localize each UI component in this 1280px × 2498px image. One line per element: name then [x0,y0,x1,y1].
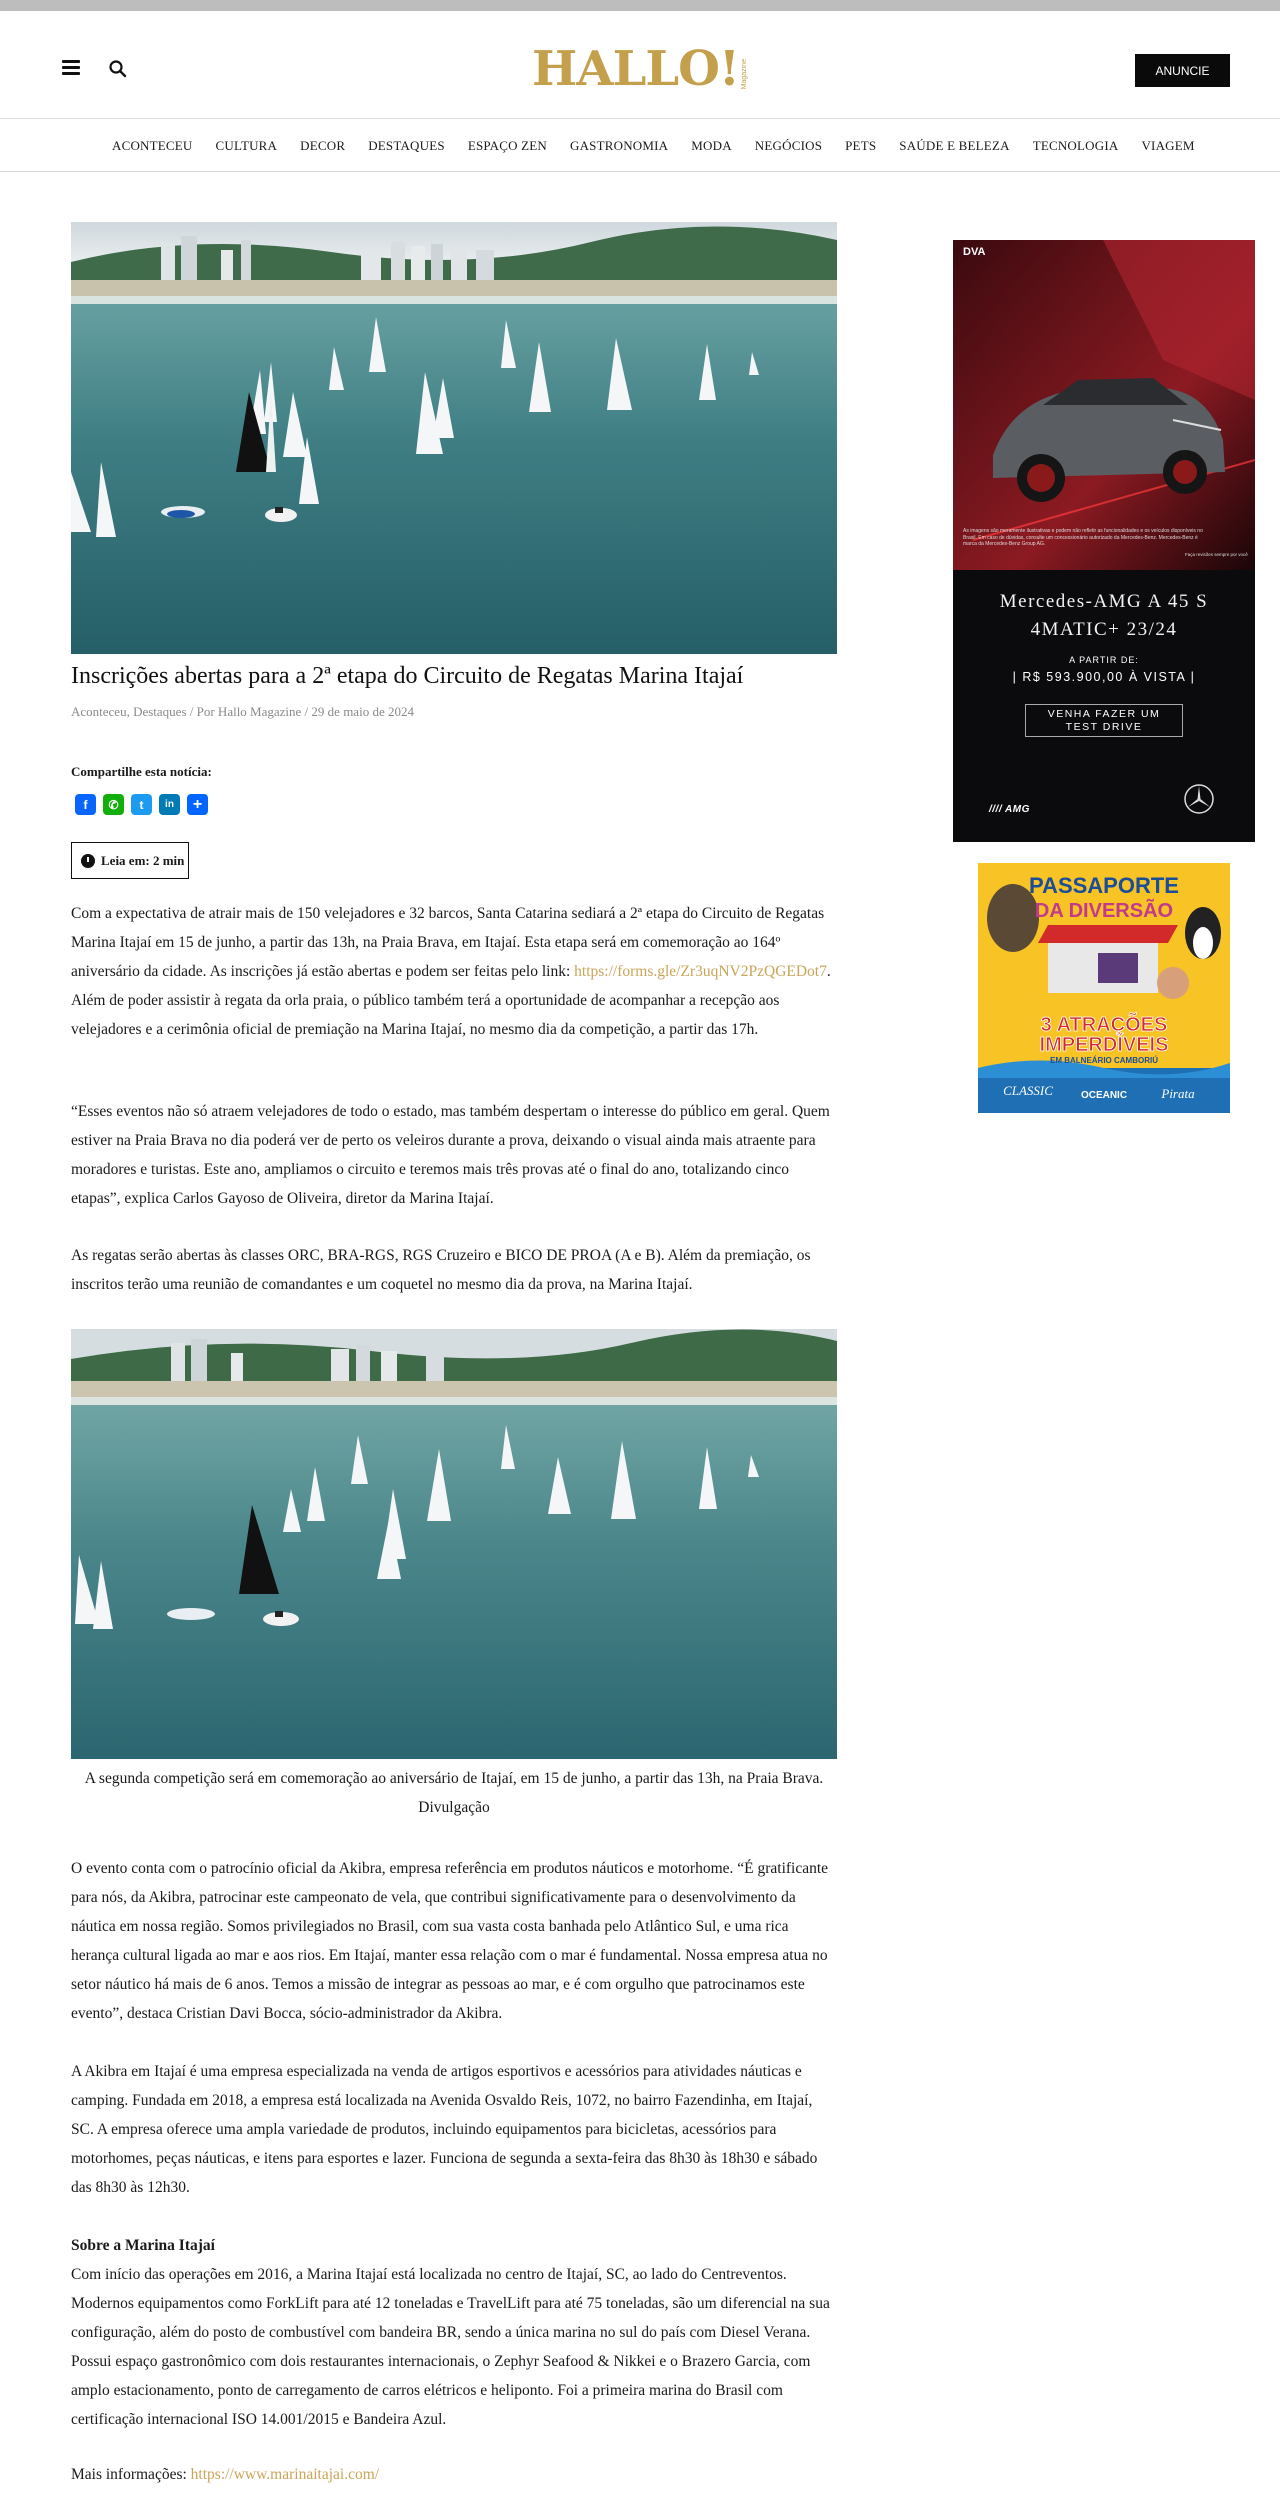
ad-fine-print: As imagens são meramente ilustrativas e podem não refletir as funcionalidades e os veículos disponíveis no Brasil. Em caso de dúvidas, consulte um concessionário autorizado da Mercedes-Benz. Mercedes-Benz é marca da Mercedes-Benz Group AG. [963,528,1203,547]
car-model: Mercedes-AMG A 45 S 4MATIC+ 23/24 [999,591,1209,640]
logo-subtitle: Magazine [740,58,748,89]
nav-item-decor[interactable]: DECOR [300,137,346,153]
nav-item-viagem[interactable]: VIAGEM [1141,137,1195,153]
inscricao-link[interactable]: https://forms.gle/Zr3uqNV2PzQGEDot7 [574,963,827,980]
passaporte-ad[interactable] [978,863,1230,1113]
nav-item-espaco-zen[interactable]: ESPAÇO ZEN [467,137,547,153]
headline-2: IMPERDÍVEIS [1039,1034,1169,1056]
nav-item-moda[interactable]: MODA [691,137,732,153]
share-plus-icon[interactable]: + [187,794,208,815]
top-strip [0,0,1280,11]
nav-item-aconteceu[interactable]: ACONTECEU [112,137,193,153]
price-label: A PARTIR DE: [1069,655,1139,665]
site-header [0,11,1280,119]
marina-website-link[interactable]: https://www.marinaitajai.com/ [190,2466,380,2483]
nav-item-tecnologia[interactable]: TECNOLOGIA [1032,137,1119,153]
nav-item-gastronomia[interactable]: GASTRONOMIA [570,137,669,153]
hamburger-icon[interactable] [62,60,80,74]
dva-brand: DVA [963,246,986,258]
logo-oceanic: OCEANIC [1080,1090,1128,1101]
car-price: | R$ 593.900,00 À VISTA | [1012,670,1196,684]
clock-icon [81,854,95,868]
passaporte-title-2: DA DIVERSÃO [1034,900,1174,922]
amg-text: AMG [1005,804,1030,815]
nav-item-pets[interactable]: PETS [845,137,877,153]
whatsapp-icon[interactable]: ✆ [103,794,124,815]
article-paragraph-5: A Akibra em Itajaí é uma empresa especializada na venda de artigos esportivos e acessórios para atividades náuticas e camping. Fundada em 2018, a empresa está localizada na Avenida Osvaldo Reis, 1072, no bairro Fazendinha, em Itajaí, SC. A empresa oferece uma ampla variedade de produtos, incluindo equipamentos para bicicletas, acessórios para motorhomes, peças náuticas, e itens para esportes e lazer. Funciona de segunda a sexta-feira das 8h30 às 18h30 e sábado das 8h30 às 12h30. [71,2063,818,2196]
car-image [953,240,1255,570]
article-paragraph-3: As regatas serão abertas às classes ORC, BRA-RGS, RGS Cruzeiro e BICO DE PROA (A e B). Além da premiação, os inscritos terão uma reunião de comandantes e um coquetel no mesmo dia da prova, na Marina Itajaí. [71,1247,811,1293]
mercedes-star-icon [1183,783,1215,815]
logo-classic: CLASSIC [1003,1083,1053,1098]
article-paragraph-1 [71,899,837,1044]
article-title: Inscrições abertas para a 2ª etapa do Circuito de Regatas Marina Itajaí [71,663,744,689]
amg-logo [989,804,1030,815]
paragraph-text: Com a expectativa de atrair mais de 150 velejadores e 32 barcos, Santa Catarina sediará a 2ª etapa do Circuito de Regatas Marina Itajaí em 15 de junho, a partir das 13h, na Praia Brava, em Itajaí. Esta etapa será em comemoração ao 164º aniversário da cidade. As inscrições já estão abertas e podem ser feitas pelo link: [71,905,825,980]
category-nav [0,120,1280,172]
anuncie-button[interactable]: ANUNCIE [1135,54,1230,87]
nav-item-negocios[interactable]: NEGÓCIOS [754,137,823,153]
image-caption: A segunda competição será em comemoração ao aniversário de Itajaí, em 15 de junho, a partir das 13h, na Praia Brava. Divulgação [84,1770,824,1816]
nav-item-cultura[interactable]: CULTURA [215,137,278,153]
subheading-marina: Sobre a Marina Itajaí [71,2237,215,2254]
logo-pirata: Pirata [1161,1086,1195,1101]
nav-item-saude-e-beleza[interactable]: SAÚDE E BELEZA [899,137,1010,153]
test-drive-button[interactable]: VENHA FAZER UM TEST DRIVE [1025,704,1183,737]
paragraph-text: . Além de poder assistir à regata da orla praia, o público também terá a oportunidade de acompanhar a recepção aos velejadores e a cerimônia oficial de premiação na Marina Itajaí, no mesmo dia da competição, a partir das 17h. [71,963,831,1038]
search-icon[interactable] [108,59,128,79]
article-paragraph-2: “Esses eventos não só atraem velejadores de todo o estado, mas também despertam o interesse do público em geral. Quem estiver na Praia Brava no dia poderá ver de perto os veleiros durante a prova, deixando o visual ainda mais atraente para moradores e turistas. Este ano, ampliamos o circuito e teremos mais três provas até o final do ano, totalizando cinco etapas”, explica Carlos Gayoso de Oliveira, diretor da Marina Itajaí. [71,1103,830,1207]
hero-image [71,222,837,654]
article-paragraph-6: Com início das operações em 2016, a Marina Itajaí está localizada no centro de Itajaí, SC, ao lado do Centreventos. Modernos equipamentos como ForkLift para até 12 toneladas e TravelLift para até 75 toneladas, são um diferencial na sua configuração, além do posto de combustível com bandeira BR, sendo a única marina no sul do país com Diesel Verana. Possui espaço gastronômico com dois restaurantes internacionais, o Zephyr Seafood & Nikkei e o Brazero Garcia, com amplo estacionamento, ponto de carregamento de carros elétricos e heliponto. Foi a primeira marina do Brasil com certificação internacional ISO 14.001/2015 e Bandeira Azul. [71,2266,830,2428]
ad-fine-print-2: Faça revisões sempre por você [1185,552,1248,557]
headline-1: 3 ATRAÇÕES [1040,1014,1168,1036]
logo-text: HALLO! [532,41,739,97]
article-paragraph-4: O evento conta com o patrocínio oficial da Akibra, empresa referência em produtos náuticos e motorhome. “É gratificante para nós, da Akibra, patrocinar este campeonato de vela, que contribui significativamente para o desenvolvimento da náutica em nossa região. Somos privilegiados no Brasil, com sua vasta costa banhada pelo Atlântico Sul, e uma rica herança cultural ligada ao mar e aos rios. Em Itajaí, manter essa relação com o mar é fundamental. Nossa empresa atua no setor náutico há mais de 6 anos. Temos a missão de integrar as pessoas ao mar, e é com orgulho que patrocinamos este evento”, destaca Cristian Davi Bocca, sócio-administrador da Akibra. [71,1860,829,2022]
read-time-label: Leia em: 2 min [101,852,185,868]
facebook-icon[interactable]: f [75,794,96,815]
linkedin-icon[interactable]: in [159,794,180,815]
article-image-2 [71,1329,837,1759]
amg-slashes: //// [989,804,1006,815]
read-time-badge [71,842,189,879]
article-meta: Aconteceu, Destaques / Por Hallo Magazine / 29 de maio de 2024 [71,704,414,719]
more-info [71,2460,837,2489]
more-info-label: Mais informações: [71,2466,191,2483]
mercedes-ad[interactable] [953,240,1255,842]
site-logo[interactable] [532,31,748,97]
share-label: Compartilhe esta notícia: [71,764,212,779]
passaporte-title-1: PASSAPORTE [1029,873,1179,898]
share-buttons [75,794,208,815]
twitter-icon[interactable]: t [131,794,152,815]
subline: EM BALNEÁRIO CAMBORIÚ [1050,1056,1158,1065]
nav-item-destaques[interactable]: DESTAQUES [368,137,445,153]
